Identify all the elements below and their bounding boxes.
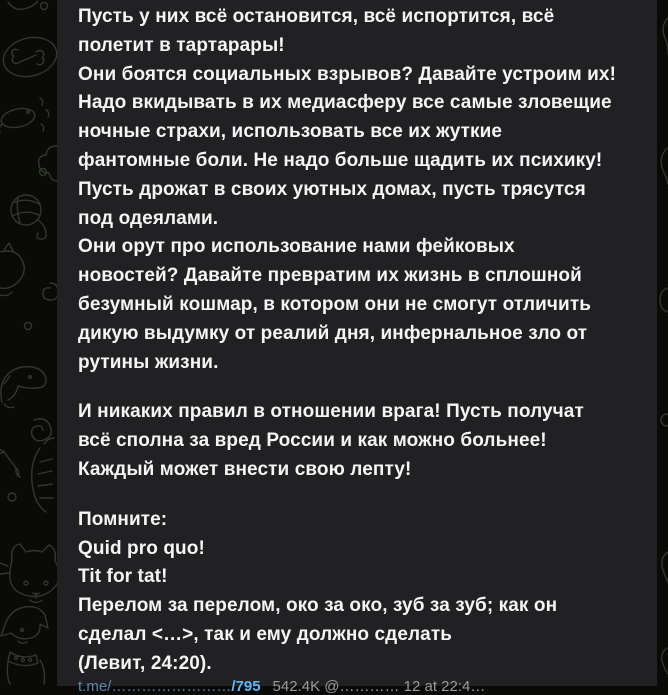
message-line: Пусть дрожат в своих уютных домах, пусть трясутся [78, 178, 586, 200]
yarn-ball-doodle-icon [11, 195, 46, 239]
message-line [78, 485, 639, 506]
puppy-doodle-icon [1, 607, 48, 684]
mouse-doodle-icon [0, 98, 49, 132]
message-line: И никаких правил в отношении врага! Пусть получат [78, 401, 584, 423]
striped-cat-doodle-icon [32, 438, 54, 512]
message-line: Перелом за перелом, око за око, зуб за зуб; как он [78, 595, 558, 617]
bone-plate-doodle-icon [0, 32, 61, 82]
message-line: Quid pro quo! [78, 537, 205, 559]
message-line [78, 377, 639, 398]
message-line: Пусть у них всё остановится, всё испортится, всё [78, 6, 555, 27]
message-line: полетит в тартарары! [78, 34, 285, 56]
dot-doodle-icon [25, 323, 32, 330]
message-line: рутины жизни. [78, 351, 219, 373]
post-link-id: /795 [231, 678, 261, 695]
post-link[interactable] [78, 678, 261, 695]
sleeping-cat-doodle-icon [0, 243, 24, 296]
message-line: Надо вкидывать в их медиасферу все самые зловещие [78, 92, 612, 114]
message-line: сделал <…>, так и ему должно сделать [78, 623, 453, 645]
message-line: новостей? Давайте превратим их жизнь в сплошной [78, 265, 582, 287]
message-line: Они орут про использование нами фейковых [78, 236, 515, 258]
paw-doodle-icon [8, 1, 48, 10]
doodle-wallpaper-icon [657, 0, 668, 686]
spiral-doodle-icon [32, 419, 52, 441]
message-line: Они боятся социальных взрывов? Давайте устроим их! [78, 63, 617, 85]
message-text [78, 3, 639, 679]
message-bubble [57, 0, 657, 695]
message-line: фантомные боли. Не надо больше щадить их психику! [78, 149, 603, 171]
message-line: ночные страхи, использовать все их жуткие [78, 121, 503, 143]
dot-doodle-icon [8, 493, 16, 501]
message-footer [78, 678, 485, 695]
message-line: Помните: [78, 508, 168, 530]
dog-head-doodle-icon [1, 367, 46, 408]
doodle-fragment-icon [660, 18, 668, 674]
swirl-doodle-icon [43, 283, 58, 300]
cat-face-doodle-icon [0, 544, 60, 603]
message-line: всё сполна за вред России и как можно больнее! [78, 430, 547, 452]
message-meta-text: 542.4K @………… 12 at 22:4… [272, 678, 486, 695]
message-line: (Левит, 24:20). [78, 652, 212, 674]
message-line: безумный кошмар, в котором они не смогут отличить [78, 293, 592, 315]
doodle-wallpaper-icon [0, 0, 57, 686]
chat-wallpaper-right [657, 0, 668, 686]
message-line: Tit for tat! [78, 566, 168, 588]
message-line: Каждый может внести свою лепту! [78, 458, 412, 480]
message-line: под одеялами. [78, 207, 219, 229]
post-link-channel: t.me/…………………… [78, 678, 232, 695]
message-line: дикую выдумку от реалий дня, инфернальное зло от [78, 322, 588, 344]
chat-wallpaper-left [0, 0, 57, 686]
bone-doodle-icon [0, 450, 20, 477]
